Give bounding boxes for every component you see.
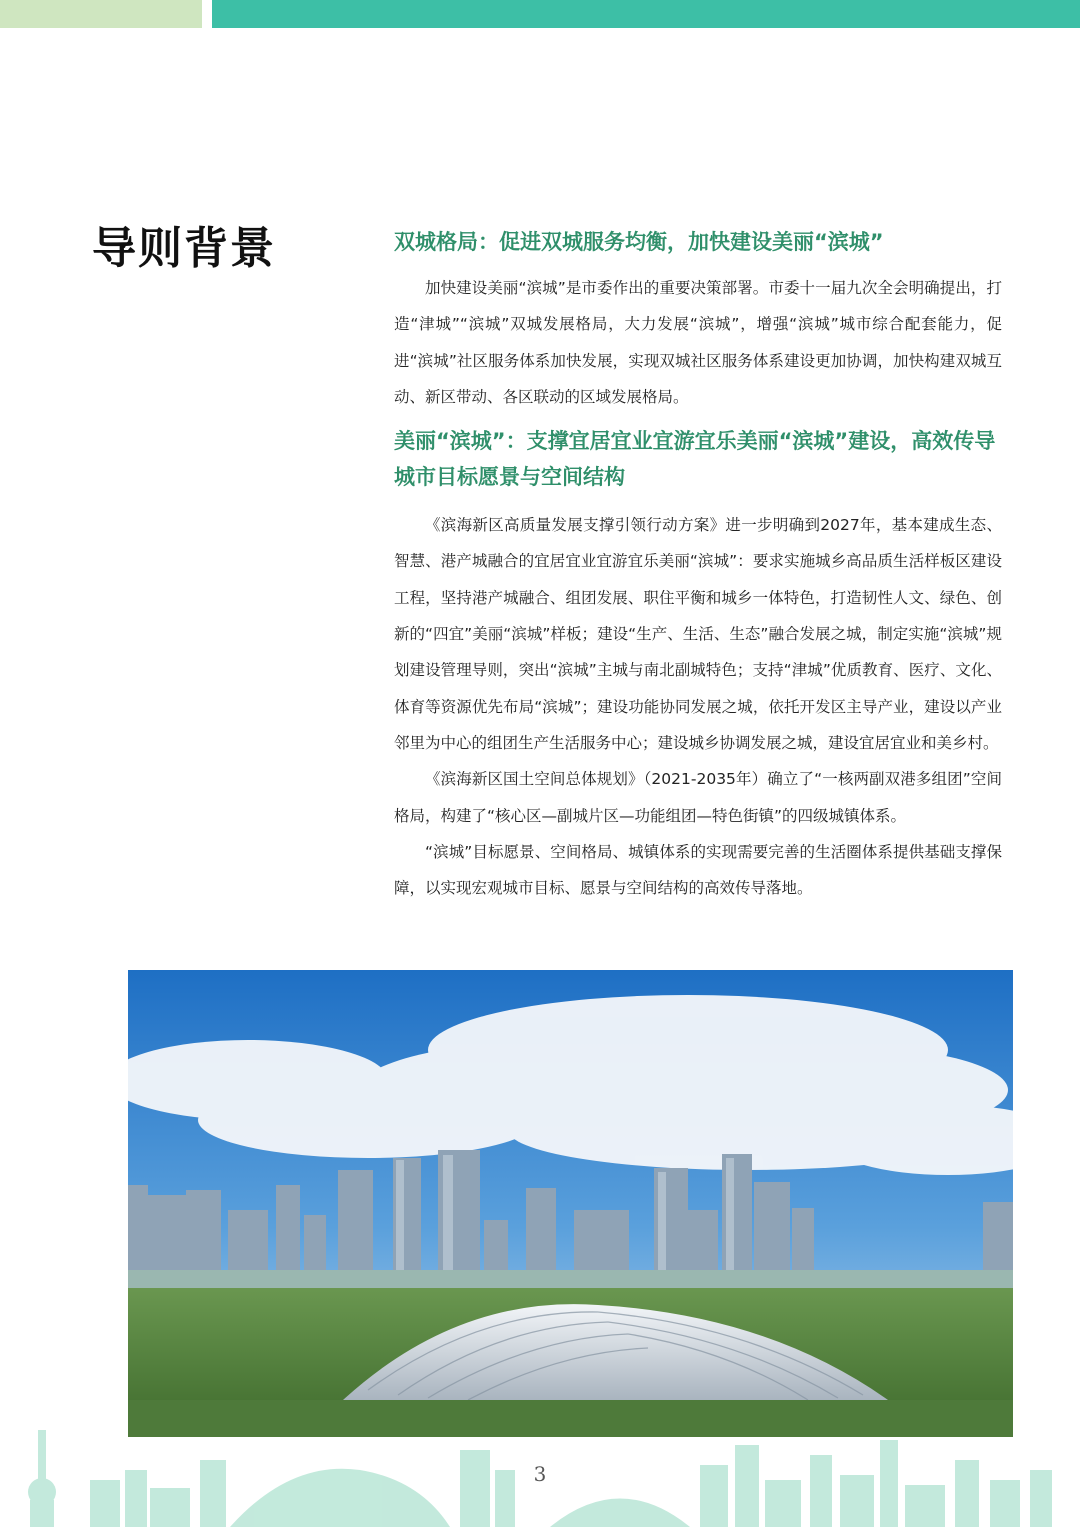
section-2-paragraph-2: 《滨海新区国土空间总体规划》（2021-2035年）确立了“一核两副双港多组团”空间格局，构建了“核心区—副城片区—功能组团—特色街镇”的四级城镇体系。: [394, 770, 1002, 825]
top-band-teal: [212, 0, 1080, 28]
section-2-paragraph-1: 《滨海新区高质量发展支撑引领行动方案》进一步明确到2027年，基本建成生态、智慧、港产城融合的宜居宜业宜游宜乐美丽“滨城”：要求实施城乡高品质生活样板区建设工程，坚持港产城融合、组团发展、职住平衡和城乡一体特色，打造韧性人文、绿色、创新的“四宜”美丽“滨城”样板；建设“生产、生活、生态”融合发展之城，制定实施“滨城”规划建设管理导则，突出“滨城”主城与南北副城特色；支持“津城”优质教育、医疗、文化、体育等资源优先布局“滨城”；建设功能协同发展之城，依托开发区主导产业，建设以产业邻里为中心的组团生产生活服务中心；建设城乡协调发展之城，建设宜居宜业和美乡村。: [394, 516, 1002, 752]
top-band-light: [0, 0, 202, 28]
section-2: [394, 423, 1002, 906]
page-number: 3: [533, 1462, 547, 1486]
section-2-heading: 美丽“滨城”：支撑宜居宜业宜游宜乐美丽“滨城”建设，高效传导城市目标愿景与空间结构: [394, 429, 996, 490]
page-title: 导则背景: [92, 223, 276, 274]
section-2-paragraph-3: “滨城”目标愿景、空间格局、城镇体系的实现需要完善的生活圈体系提供基础支撑保障，以实现宏观城市目标、愿景与空间结构的高效传导落地。: [394, 842, 1002, 898]
city-skyline-photo: [128, 970, 1013, 1437]
main-content: [394, 224, 1002, 906]
section-1: [394, 224, 1002, 415]
section-1-paragraph-1: 加快建设美丽“滨城”是市委作出的重要决策部署。市委十一届九次全会明确提出，打造“津城”“滨城”双城发展格局，大力发展“滨城”，增强“滨城”城市综合配套能力，促进“滨城”社区服务体系加快发展，实现双城社区服务体系建设更加协调，加快构建双城互动、新区带动、各区联动的区域发展格局。: [394, 279, 1002, 406]
section-1-heading: 双城格局：促进双城服务均衡，加快建设美丽“滨城”: [394, 230, 884, 254]
